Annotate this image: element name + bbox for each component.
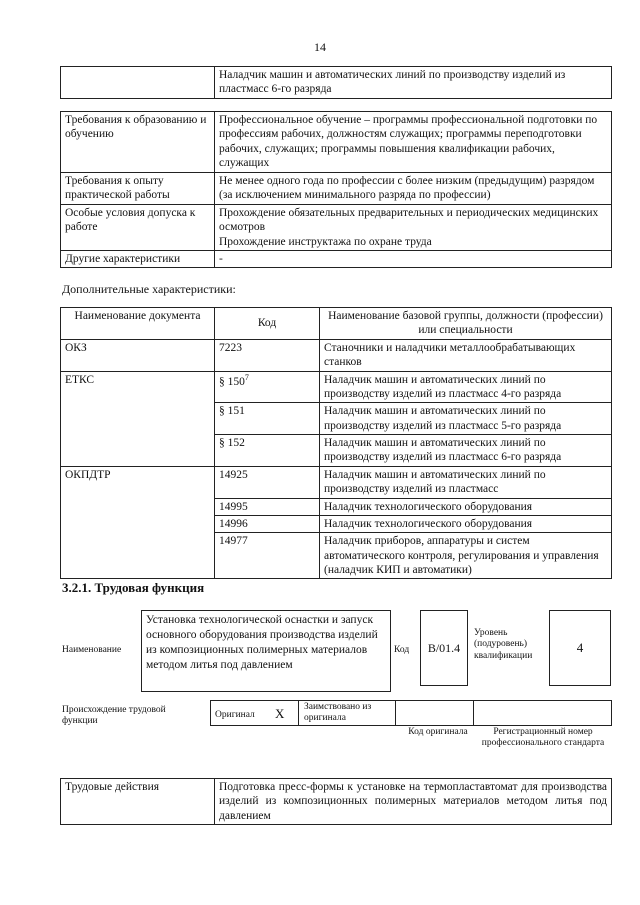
code-cell: 14996 xyxy=(215,515,320,532)
doc-cell: ЕТКС xyxy=(61,371,215,466)
table-row xyxy=(61,779,612,825)
code-text: § 150 xyxy=(219,375,245,388)
requirement-value: Профессиональное обучение – программы профессиональной подготовки по профессиям рабочих, должностям служащих; программы переподготовки рабочих, служащих; программы повышения квалификации рабочих, служащих xyxy=(215,112,612,173)
name-cell: Наладчик машин и автоматических линий по производству изделий из пластмасс 4-го разряда xyxy=(320,371,612,403)
name-cell: Наладчик машин и автоматических линий по производству изделий из пластмасс xyxy=(320,466,612,498)
requirement-label: Другие характеристики xyxy=(61,250,215,267)
section-title: 3.2.1. Трудовая функция xyxy=(62,580,205,595)
level-label: Уровень (подуровень) квалификации xyxy=(474,628,533,661)
origin-box xyxy=(210,700,612,726)
borrowed-label: Заимствовано из оригинала xyxy=(304,702,372,724)
reg-caption: Регистрационный номер профессионального стандарта xyxy=(481,727,605,749)
name-cell: Наладчик технологического оборудования xyxy=(320,498,612,515)
header-title-cell: Наладчик машин и автоматических линий по производству изделий из пластмасс 6-го разряда xyxy=(215,67,612,99)
origin-divider xyxy=(395,700,396,725)
column-header: Наименование базовой группы, должности (профессии) или специальности xyxy=(320,308,612,340)
level-box: 4 xyxy=(549,610,611,686)
requirement-value-cell xyxy=(215,204,612,250)
labor-actions-value: Подготовка пресс-формы к установке на термопластавтомат для производства изделий из композиционных полимерных материалов методом литья под давлением xyxy=(215,779,612,825)
origin-label: Происхождение трудовой функции xyxy=(62,705,166,727)
table-row xyxy=(61,466,612,498)
table-header-row xyxy=(61,308,612,340)
page-number: 14 xyxy=(314,40,326,54)
table-row xyxy=(61,339,612,371)
code-cell: 7223 xyxy=(215,339,320,371)
name-cell: Наладчик приборов, аппаратуры и систем автоматического контроля, регулирования и управления (наладчик КИП и автоматики) xyxy=(320,533,612,579)
origin-divider xyxy=(298,700,299,725)
requirement-label: Требования к опыту практической работы xyxy=(61,173,215,205)
column-header: Наименование документа xyxy=(61,308,215,340)
name-cell: Наладчик машин и автоматических линий по производству изделий из пластмасс 5-го разряда xyxy=(320,403,612,435)
footnote-mark: 7 xyxy=(244,372,249,382)
original-label: Оригинал xyxy=(215,710,255,720)
code-cell: § 151 xyxy=(215,403,320,435)
additional-title: Дополнительные характеристики: xyxy=(62,282,236,296)
requirements-table xyxy=(60,111,612,268)
requirement-value-extra: Прохождение инструктажа по охране труда xyxy=(219,235,432,248)
name-cell: Наладчик технологического оборудования xyxy=(320,515,612,532)
header-table xyxy=(60,66,612,99)
code-cell: § 152 xyxy=(215,435,320,467)
additional-table xyxy=(60,307,612,579)
requirement-value: Не менее одного года по профессии с более низким (предыдущим) разрядом (за исключением минимального разряда по профессии) xyxy=(215,173,612,205)
code-cell: 14995 xyxy=(215,498,320,515)
doc-cell: ОКПДТР xyxy=(61,466,215,579)
doc-cell: ОКЗ xyxy=(61,339,215,371)
name-label: Наименование xyxy=(62,645,122,655)
code-cell xyxy=(215,371,320,403)
table-row xyxy=(61,112,612,173)
code-caption: Код оригинала xyxy=(408,727,468,737)
header-left-cell xyxy=(61,67,215,99)
function-name-box: Установка технологической оснастки и запуск основного оборудования производства изделий из композиционных полимерных материалов методом литья под давлением xyxy=(141,610,391,692)
table-row xyxy=(61,204,612,250)
requirement-value: - xyxy=(215,250,612,267)
original-mark: X xyxy=(275,706,285,721)
name-cell: Станочники и наладчики металлообрабатывающих станков xyxy=(320,339,612,371)
code-label: Код xyxy=(394,645,410,655)
function-code-box: B/01.4 xyxy=(420,610,468,686)
origin-divider xyxy=(473,700,474,725)
table-row xyxy=(61,250,612,267)
name-cell: Наладчик машин и автоматических линий по производству изделий из пластмасс 6-го разряда xyxy=(320,435,612,467)
column-header: Код xyxy=(215,308,320,340)
labor-actions-label: Трудовые действия xyxy=(61,779,215,825)
requirement-label: Особые условия допуска к работе xyxy=(61,204,215,250)
code-cell: 14925 xyxy=(215,466,320,498)
table-row xyxy=(61,371,612,403)
requirement-value: Прохождение обязательных предварительных и периодических медицинских осмотров xyxy=(219,206,599,234)
table-row xyxy=(61,173,612,205)
requirement-label: Требования к образованию и обучению xyxy=(61,112,215,173)
labor-actions-table xyxy=(60,778,612,825)
code-cell: 14977 xyxy=(215,533,320,579)
